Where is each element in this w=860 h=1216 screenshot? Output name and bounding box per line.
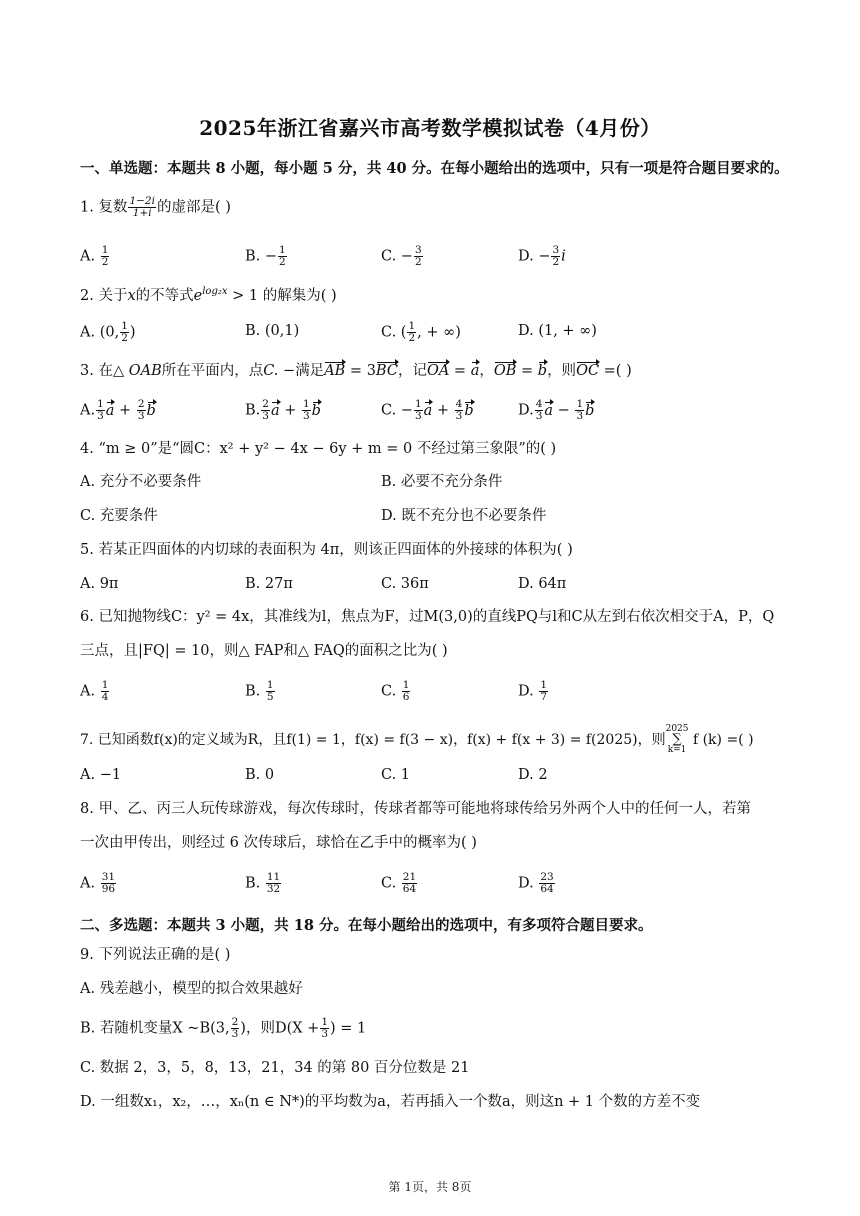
q5-option-c[interactable]: C. 36π [381,576,429,592]
q4-option-a[interactable]: A. 充分不必要条件 [80,474,202,490]
question-8-stem-line2: 一次由甲传出，则经过 6 次传球后，球恰在乙手中的概率为( ) [80,835,477,851]
q5-option-d[interactable]: D. 64π [518,576,567,592]
q5-option-a[interactable]: A. 9π [80,576,119,592]
q2-option-a[interactable]: A. (0, $\frac{1}{2}$ ) [80,320,136,344]
q3-option-d[interactable]: D. $\frac{4}{3}$ a − $\frac{1}{3}$ b [518,398,595,422]
q8-option-d[interactable]: D. $\frac{23}{64}$ [518,871,554,895]
q5-option-b[interactable]: B. 27π [245,576,293,592]
q1-suffix: 的虚部是( ) [156,199,231,216]
q9-option-c[interactable]: C. 数据 2，3，5，8，13，21，34 的第 80 百分位数是 21 [80,1060,470,1076]
q1-prefix: 1. 复数 [80,199,128,216]
question-8-stem-line1: 8. 甲、乙、丙三人玩传球游戏，每次传球时，传球者都等可能地将球传给另外两个人中的任何一人，若第 [80,801,751,817]
q3-option-b[interactable]: B. $\frac{2}{3}$ a + $\frac{1}{3}$ b [245,398,321,422]
q9-option-d[interactable]: D. 一组数x₁，x₂，…，xₙ(n ∈ N*)的平均数为a，若再插入一个数a，则这n + 1 个数的方差不变 [80,1094,701,1110]
question-6-stem-line2: 三点，且|FQ| = 10，则△ FAP和△ FAQ的面积之比为( ) [80,643,448,659]
q1-option-b[interactable]: B. − $\frac{1}{2}$ [245,244,286,268]
q9-option-a[interactable]: A. 残差越小，模型的拟合效果越好 [80,981,303,997]
q8-option-c[interactable]: C. $\frac{21}{64}$ [381,871,417,895]
question-7-stem: 7. 已知函数f(x)的定义域为R，且f(1) = 1，f(x) = f(3 − x)，f(x) + f(x + 3) = f(2025)，则 2025 ∑ k=1 f (k) =( ) [80,724,754,755]
q1-numerator: 1−2i [129,195,155,207]
q6-option-b[interactable]: B. $\frac{1}{5}$ [245,679,274,703]
q2-option-c[interactable]: C. ( $\frac{1}{2}$ , + ∞) [381,320,461,344]
q1-option-d[interactable]: D. − $\frac{3}{2}$ i [518,244,566,268]
q1-fraction [128,196,156,219]
question-6-stem-line1: 6. 已知抛物线C：y² = 4x，其准线为l，焦点为F，过M(3,0)的直线PQ与l和C从左到右依次相交于A，P，Q [80,609,775,625]
section-header-single-choice: 一、单选题：本题共 8 小题，每小题 5 分，共 40 分。在每小题给出的选项中，只有一项是符合题目要求的。 [80,160,789,177]
q2-option-b[interactable]: B. (0,1) [245,323,300,339]
q9-option-b[interactable]: B. 若随机变量X ~B(3, $\frac{2}{3}$ )，则D(X + $\frac{1}{3}$ ) = 1 [80,1016,367,1040]
question-4-stem: 4. “m ≥ 0”是“圆C：x² + y² − 4x − 6y + m = 0 不经过第三象限”的( ) [80,441,557,457]
q7-option-d[interactable]: D. 2 [518,767,548,783]
q6-option-d[interactable]: D. $\frac{1}{7}$ [518,679,548,703]
q3-option-c[interactable]: C. − $\frac{1}{3}$ a + $\frac{4}{3}$ b [381,398,474,422]
q7-summation: 2025 ∑ k=1 [665,724,689,755]
q8-option-a[interactable]: A. $\frac{31}{96}$ [80,871,116,895]
question-9-stem: 9. 下列说法正确的是( ) [80,947,231,963]
question-3-stem: 3. 在△ OAB所在平面内，点C. −满足AB = 3BC，记OA = a，OB = b，则OC =( ) [80,363,632,379]
q6-option-a[interactable]: A. $\frac{1}{4}$ [80,679,109,703]
q3-option-a[interactable]: A. $\frac{1}{3}$ a + $\frac{2}{3}$ b [80,398,156,422]
page-title: 2025年浙江省嘉兴市高考数学模拟试卷（4月份） [199,116,661,140]
q7-option-c[interactable]: C. 1 [381,767,411,783]
q6-option-c[interactable]: C. $\frac{1}{6}$ [381,679,410,703]
q7-option-b[interactable]: B. 0 [245,767,275,783]
question-5-stem: 5. 若某正四面体的内切球的表面积为 4π，则该正四面体的外接球的体积为( ) [80,542,573,558]
q1-option-c[interactable]: C. − $\frac{3}{2}$ [381,244,422,268]
section-header-multiple-choice: 二、多选题：本题共 3 小题，共 18 分。在每小题给出的选项中，有多项符合题目要求。 [80,917,653,934]
question-2-stem: 2. 关于x的不等式$e^{log_2x} > 1$ 的解集为( ) [80,286,337,304]
page-footer: 第 1页，共 8页 [388,1180,472,1194]
question-1-stem [80,196,788,219]
q2-option-d[interactable]: D. (1, + ∞) [518,323,597,339]
q1-denominator: 1+i [132,207,152,219]
q1-option-a[interactable]: A. $\frac{1}{2}$ [80,244,109,268]
q4-option-b[interactable]: B. 必要不充分条件 [381,474,503,490]
q7-option-a[interactable]: A. −1 [80,767,122,783]
q8-option-b[interactable]: B. $\frac{11}{32}$ [245,871,281,895]
q4-option-c[interactable]: C. 充要条件 [80,508,158,524]
q4-option-d[interactable]: D. 既不充分也不必要条件 [381,508,547,524]
